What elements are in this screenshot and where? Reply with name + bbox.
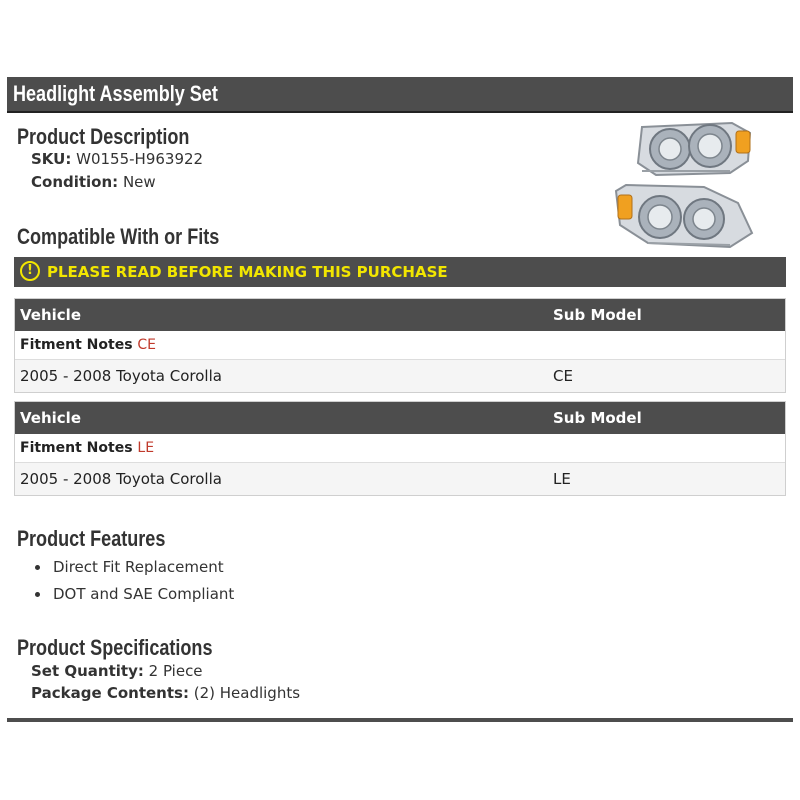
fitment-notes-row: [15, 434, 785, 463]
table-row: [15, 360, 785, 392]
warning-text: PLEASE READ BEFORE MAKING THIS PURCHASE: [47, 263, 448, 281]
set-quantity-value: 2 Piece: [148, 662, 203, 680]
headlight-left-image: [638, 123, 750, 175]
fitment-notes-row: [15, 331, 785, 360]
sub-model-cell: LE: [553, 470, 571, 488]
column-vehicle: Vehicle: [20, 306, 81, 324]
headlight-right-image: [616, 185, 752, 247]
title-bar: [7, 77, 793, 113]
fitment-table: [14, 298, 786, 393]
bullet-icon: [35, 592, 40, 597]
fitment-table: [14, 401, 786, 496]
feature-text: Direct Fit Replacement: [53, 558, 224, 576]
product-specifications-heading: Product Specifications: [17, 635, 213, 660]
column-sub-model: Sub Model: [553, 409, 642, 427]
compatible-heading: Compatible With or Fits: [17, 224, 220, 249]
table-header: [15, 402, 785, 434]
warning-banner: [14, 257, 786, 287]
sku-label: SKU:: [31, 150, 72, 168]
condition-value: New: [122, 173, 156, 191]
set-quantity-line: [31, 662, 203, 680]
column-vehicle: Vehicle: [20, 409, 81, 427]
headlight-assembly-image: [612, 115, 762, 255]
column-sub-model: Sub Model: [553, 306, 642, 324]
fitment-notes-value: CE: [137, 337, 157, 353]
product-features-heading: Product Features: [17, 526, 166, 551]
sku-line: [31, 150, 203, 168]
fitment-notes-line: [20, 440, 154, 456]
vehicle-cell: 2005 - 2008 Toyota Corolla: [20, 367, 222, 385]
feature-text: DOT and SAE Compliant: [53, 585, 235, 603]
fitment-notes-label: Fitment Notes: [20, 337, 133, 353]
bullet-icon: [35, 565, 40, 570]
vehicle-cell: 2005 - 2008 Toyota Corolla: [20, 470, 222, 488]
set-quantity-label: Set Quantity:: [31, 662, 144, 680]
package-contents-label: Package Contents:: [31, 684, 189, 702]
fitment-notes-value: LE: [137, 440, 155, 456]
package-contents-line: [31, 684, 300, 702]
table-header: [15, 299, 785, 331]
package-contents-value: (2) Headlights: [193, 684, 301, 702]
table-row: [15, 463, 785, 495]
condition-label: Condition:: [31, 173, 119, 191]
bottom-divider: [7, 718, 793, 722]
fitment-notes-line: [20, 337, 156, 353]
product-description-heading: Product Description: [17, 124, 190, 149]
exclamation-circle-icon: !: [20, 261, 40, 281]
sku-value: W0155-H963922: [76, 150, 204, 168]
product-image: [612, 115, 762, 255]
fitment-notes-label: Fitment Notes: [20, 440, 133, 456]
sub-model-cell: CE: [553, 367, 573, 385]
page-title: Headlight Assembly Set: [13, 81, 218, 106]
condition-line: [31, 173, 156, 191]
